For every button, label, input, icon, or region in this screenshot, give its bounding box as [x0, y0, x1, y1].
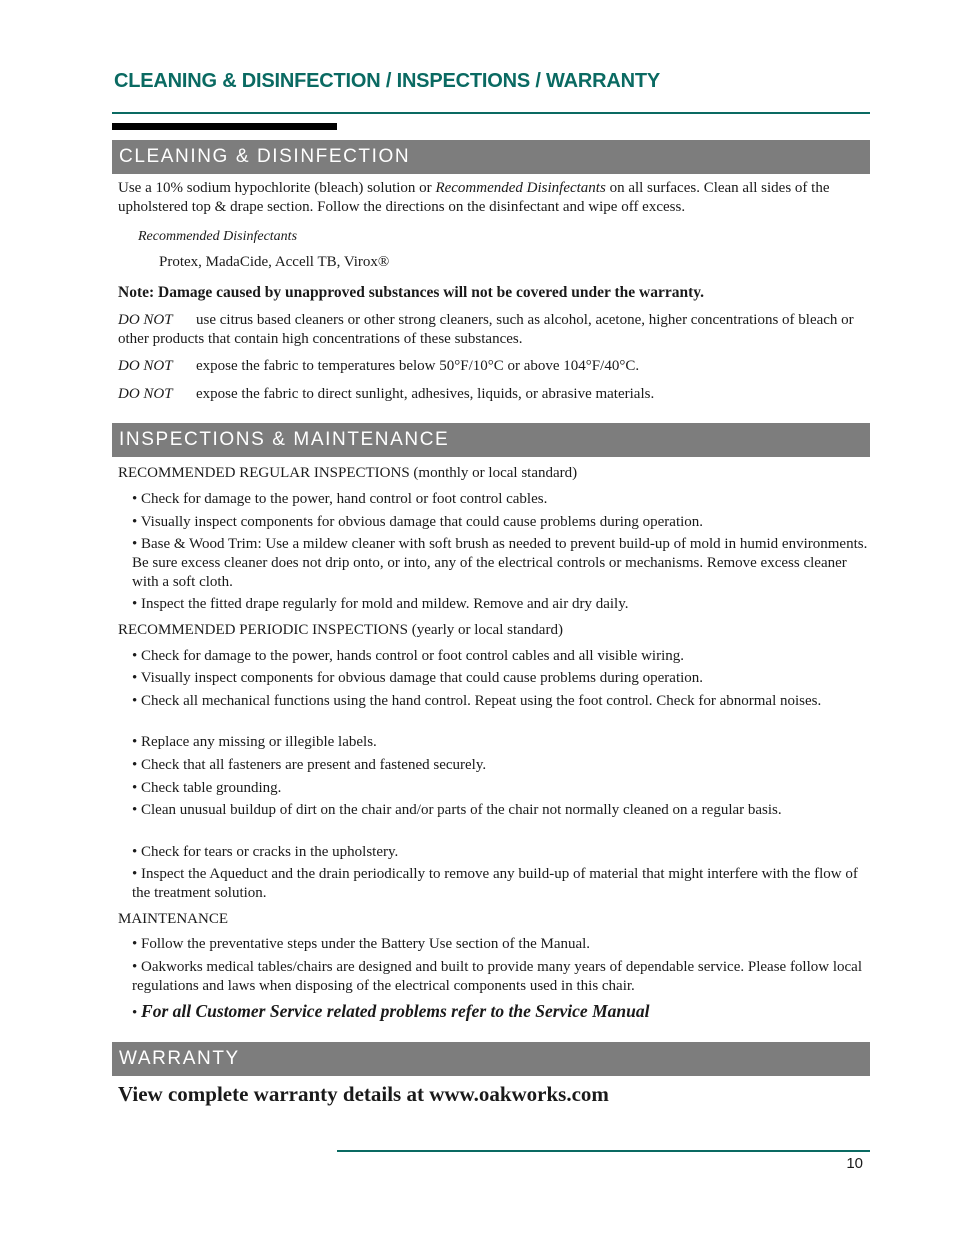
list-item: • Base & Wood Trim: Use a mildew cleaner with soft brush as needed to prevent build-up of mold in humid environments. Be sure excess cleaner does not drip onto, or into, any of the electrical controls or mechanisms. Remove excess cleaner with a soft cloth.	[132, 536, 868, 590]
list-item: • Check that all fasteners are present and fastened securely.	[132, 757, 487, 773]
periodic-inspections-heading: RECOMMENDED PERIODIC INSPECTIONS (yearly or local standard)	[118, 622, 563, 638]
list-item: • Follow the preventative steps under the Battery Use section of the Manual.	[132, 936, 591, 952]
section-heading-warranty: WARRANTY	[112, 1042, 870, 1076]
warning-item: DO NOT expose the fabric to temperatures below 50°F/10°C or above 104°F/40°C.	[118, 358, 640, 374]
disinfectant-list: Protex, MadaCide, Accell TB, Virox®	[159, 254, 390, 270]
decorative-bar	[112, 123, 337, 130]
page-title: CLEANING & DISINFECTION / INSPECTIONS / WARRANTY	[114, 70, 660, 92]
list-item: • Visually inspect components for obvious damage that could cause problems during operation.	[132, 670, 704, 686]
warning-item: DO NOT use citrus based cleaners or other strong cleaners, such as alcohol, acetone, higher concentrations of bleach or other products that contain high concentrations of these substances.	[118, 312, 854, 347]
list-item: • Inspect the fitted drape regularly for mold and mildew. Remove and air dry daily.	[132, 596, 629, 612]
cleaning-intro: Use a 10% sodium hypochlorite (bleach) solution or Recommended Disinfectants on all surfaces. Clean all sides of the upholstered top & drape section. Follow the directions on the disinfectant and wipe off excess.	[118, 180, 830, 215]
title-rule	[112, 112, 870, 114]
list-item: • Check table grounding.	[132, 780, 282, 796]
page-number: 10	[846, 1155, 863, 1172]
list-item: • Oakworks medical tables/chairs are designed and built to provide many years of dependable service. Please follow local regulations and laws when disposing of the electrical components used in this chair.	[132, 959, 863, 994]
service-manual-note: • For all Customer Service related problems refer to the Service Manual	[132, 1001, 650, 1021]
warranty-note: Note: Damage caused by unapproved substances will not be covered under the warranty.	[118, 284, 705, 301]
section-heading-cleaning: CLEANING & DISINFECTION	[112, 140, 870, 174]
list-item: • Check for tears or cracks in the upholstery.	[132, 844, 399, 860]
list-item: • Clean unusual buildup of dirt on the chair and/or parts of the chair not normally cleaned on a regular basis.	[132, 802, 782, 818]
recommended-disinfectants-label: Recommended Disinfectants	[138, 229, 298, 244]
list-item: • Check for damage to the power, hand control or foot control cables.	[132, 491, 548, 507]
maintenance-heading: MAINTENANCE	[118, 911, 228, 927]
list-item: • Check all mechanical functions using the hand control. Repeat using the foot control. Check for abnormal noises.	[132, 693, 822, 709]
list-item: • Inspect the Aqueduct and the drain periodically to remove any build-up of material that might interfere with the flow of the treatment solution.	[132, 866, 858, 901]
list-item: • Check for damage to the power, hands control or foot control cables and all visible wiring.	[132, 648, 684, 664]
footer-rule	[337, 1150, 870, 1152]
section-heading-inspections: INSPECTIONS & MAINTENANCE	[112, 423, 870, 457]
list-item: • Replace any missing or illegible labels.	[132, 734, 377, 750]
regular-inspections-heading: RECOMMENDED REGULAR INSPECTIONS (monthly or local standard)	[118, 465, 578, 481]
list-item: • Visually inspect components for obvious damage that could cause problems during operation.	[132, 514, 704, 530]
warning-item: DO NOT expose the fabric to direct sunlight, adhesives, liquids, or abrasive materials.	[118, 386, 655, 402]
warranty-details: View complete warranty details at www.oakworks.com	[118, 1082, 609, 1106]
